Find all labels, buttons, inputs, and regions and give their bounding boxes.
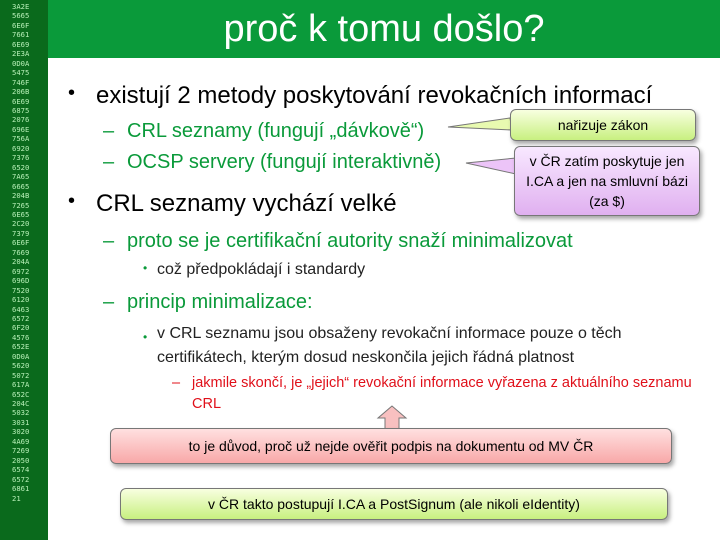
sub-bullet-princip-text: princip minimalizace: [127,291,313,313]
bullet-dot-icon: • [143,261,148,275]
callout-duvod [110,428,672,464]
bullet-methods-text: existují 2 metody poskytování revokačních informací [96,82,653,109]
callout-duvod-text: to je důvod, proč už nejde ověřit podpis na dokumentu od MV ČR [188,438,594,454]
sub-sub-bullet-crl-contents-text: v CRL seznamu jsou obsaženy revokační informace pouze o těch certifikátech, kterým dosud neskončila jejich řádná platnost [157,325,622,366]
dash-icon: – [103,291,115,313]
callout-postupuji [120,488,668,520]
red-bullet-removed-text: jakmile skončí, je „jejich“ revokační informace vyřazena z aktuálního seznamu CRL [192,375,692,412]
pointer-zakon [448,118,512,130]
sub-bullet-ocsp-text: OCSP servery (fungují interaktivně) [127,151,442,173]
callout-zakon-text: nařizuje zákon [557,117,649,133]
slide-title: proč k tomu došlo? [223,8,545,50]
bullet-dot-icon: • [68,190,76,212]
callout-ica [514,146,700,216]
sub-bullet-crl-text: CRL seznamy (fungují „dávkově“) [127,120,425,142]
bullet-dot-icon: • [68,82,76,104]
callout-ica-text: v ČR zatím poskytuje jen I.CA a jen na smluvní bázi (za $) [526,153,688,209]
hex-column: 3A2E 5665 6E6F 7661 6E69 2E3A 0D0A 5475 746F 206B 6E69 6875 2076 696E 756A 6920 7376 6520 7A65 6665 204B 7265 6E65 2C20 7379 6E6F 7669 204A 6972 696D 7520 6120 6463 6572 6F20 4576 652E 0D0A 5620 5072 617A 652C 204C 5032 3031 3020 4A69 7269 2050 6574 6572 6861 21 [12,2,30,503]
sub-sub-bullet-standards-text: což předpokládají i standardy [157,261,366,278]
pointer-ica [466,158,516,174]
sub-bullet-proto-text: proto se je certifikační autority snaží minimalizovat [127,230,573,252]
callout-postupuji-text: v ČR takto postupují I.CA a PostSignum (ale nikoli eIdentity) [208,496,580,512]
dash-icon: – [103,151,115,173]
bullet-dot-icon: • [143,330,148,344]
dash-icon: – [103,230,115,252]
dash-icon: – [103,120,115,142]
bullet-crl-large-text: CRL seznamy vychází velké [96,190,397,217]
dash-icon: – [172,375,181,391]
callout-zakon [510,109,696,141]
